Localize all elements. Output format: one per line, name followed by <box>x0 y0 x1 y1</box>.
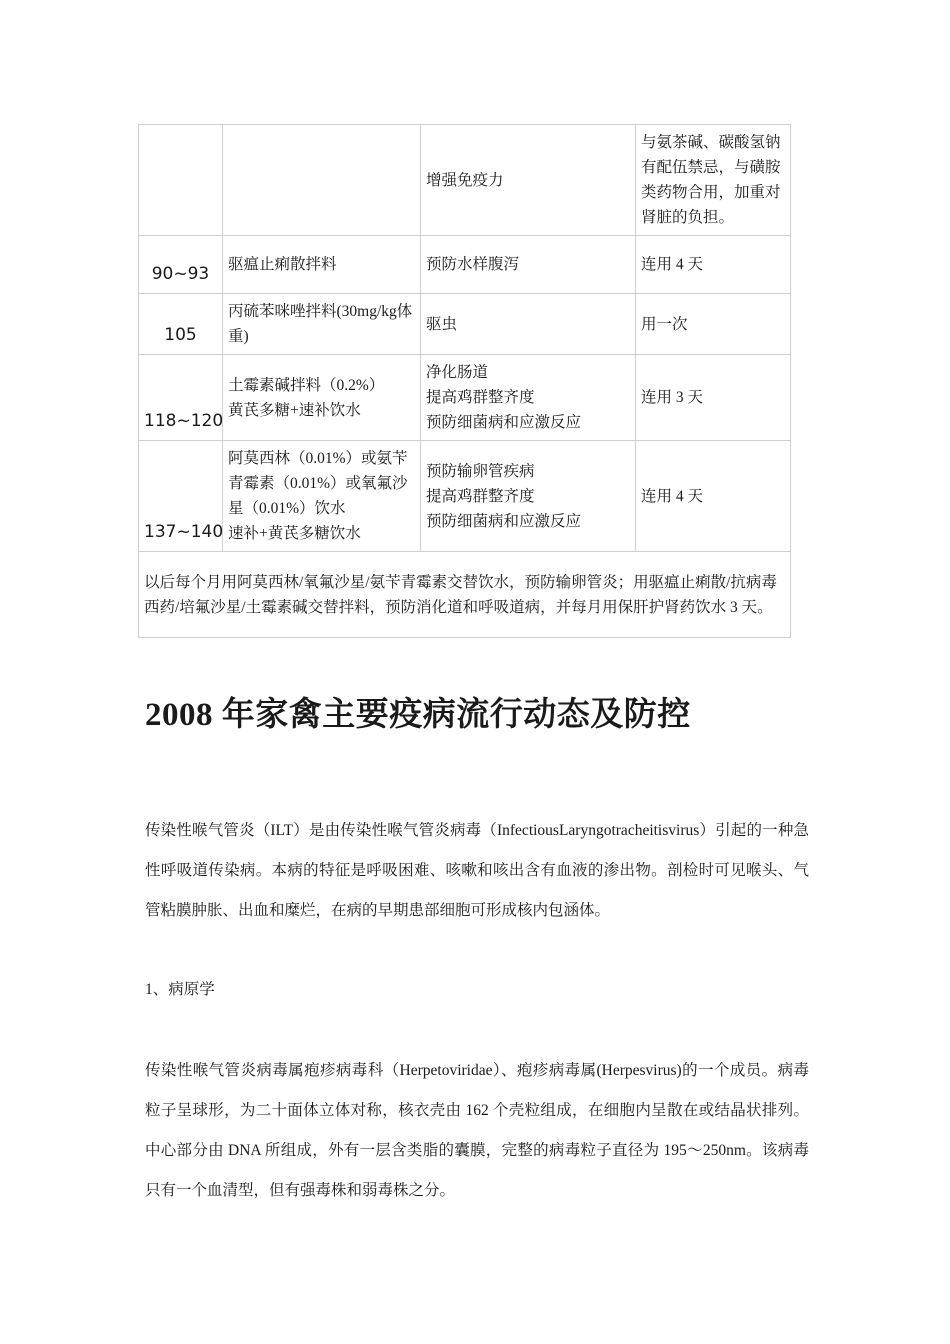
medication-schedule-table <box>138 124 791 638</box>
day-cell: 105 <box>139 294 223 355</box>
intro-paragraph: 传染性喉气管炎（ILT）是由传染性喉气管炎病毒（InfectiousLaryngotracheitisvirus）引起的一种急性呼吸道传染病。本病的特征是呼吸困难、咳嗽和咳出含有血液的渗出物。剖检时可见喉头、气管粘膜肿胀、出血和糜烂，在病的早期患部细胞可形成核内包涵体。 <box>145 822 809 919</box>
medicine-cell: 驱瘟止痢散拌料 <box>223 236 421 294</box>
table-footer-row <box>139 552 791 638</box>
purpose-cell: 驱虫 <box>421 294 636 355</box>
note-cell: 与氨茶碱、碳酸氢钠有配伍禁忌，与磺胺类药物合用，加重对肾脏的负担。 <box>636 125 791 236</box>
table-row <box>139 441 791 552</box>
day-cell: 137~140 <box>139 441 223 552</box>
table-row <box>139 355 791 441</box>
day-cell <box>139 125 223 236</box>
medicine-cell <box>223 125 421 236</box>
purpose-cell: 预防水样腹泻 <box>421 236 636 294</box>
note-cell: 连用 4 天 <box>636 236 791 294</box>
purpose-cell: 增强免疫力 <box>421 125 636 236</box>
note-cell: 连用 3 天 <box>636 355 791 441</box>
table-row <box>139 294 791 355</box>
purpose-cell: 预防输卵管疾病 提高鸡群整齐度 预防细菌病和应激反应 <box>421 441 636 552</box>
note-cell: 用一次 <box>636 294 791 355</box>
section-heading: 1、病原学 <box>145 981 215 998</box>
purpose-cell: 净化肠道 提高鸡群整齐度 预防细菌病和应激反应 <box>421 355 636 441</box>
table-row <box>139 125 791 236</box>
pathogen-paragraph: 传染性喉气管炎病毒属疱疹病毒科（Herpetoviridae）、疱疹病毒属(Herpesvirus)的一个成员。病毒粒子呈球形，为二十面体立体对称，核衣壳由 162 个壳粒组成，在细胞内呈散在或结晶状排列。中心部分由 DNA 所组成，外有一层含类脂的囊膜，完整的病毒粒子直径为 195～250nm。该病毒只有一个血清型，但有强毒株和弱毒株之分。 <box>145 1062 809 1199</box>
medicine-cell: 丙硫苯咪唑拌料(30mg/kg体重) <box>223 294 421 355</box>
article-title: 2008 年家禽主要疫病流行动态及防控 <box>145 697 691 733</box>
day-cell: 118~120 <box>139 355 223 441</box>
medicine-cell: 阿莫西林（0.01%）或氨苄青霉素（0.01%）或氧氟沙星（0.01%）饮水 速补+黄芪多糖饮水 <box>223 441 421 552</box>
note-cell: 连用 4 天 <box>636 441 791 552</box>
day-cell: 90~93 <box>139 236 223 294</box>
table-row <box>139 236 791 294</box>
medicine-cell: 土霉素碱拌料（0.2%） 黄芪多糖+速补饮水 <box>223 355 421 441</box>
table-footer-note: 以后每个月用阿莫西林/氧氟沙星/氨苄青霉素交替饮水，预防输卵管炎；用驱瘟止痢散/抗病毒西药/培氟沙星/土霉素碱交替拌料，预防消化道和呼吸道病，并每月用保肝护肾药饮水 3 天。 <box>139 552 791 638</box>
